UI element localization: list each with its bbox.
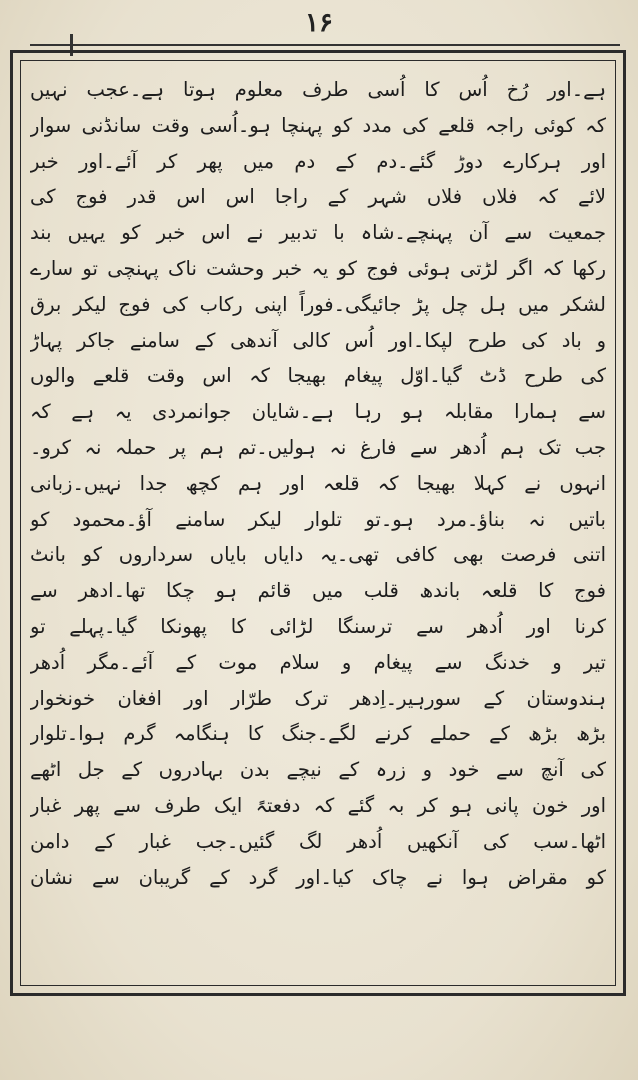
text-line: و باد کی طرح لپکا۔اور اُس کالی آندھی کے سامنے جاکر پہاڑ [30,328,606,352]
text-line: اٹھا۔سب کی آنکھیں اُدھر لگ گئیں۔جب غبار کے دامن [30,829,606,853]
text-line: جمعیت سے آن پہنچے۔شاہ با تدبیر نے اس خبر کو یہیں بند [30,221,606,245]
header-rule [30,44,620,46]
text-line: کو مقراض ہوا نے چاک کیا۔اور گرد کے گریبان سے نشان [30,865,606,889]
text-line: لائے کہ فلاں فلاں شہر کے راجا اس اس قدر فوج کی [30,185,606,209]
text-line: ہے۔اور رُخ اُس کا اُسی طرف معلوم ہوتا ہے۔عجب نہیں [30,78,606,101]
text-line: باتیں نہ بناؤ۔مرد ہو۔تو تلوار لیکر سامنے آؤ۔محمود کو [30,507,606,531]
text-line: اور ہرکارے دوڑ گئے۔دم کے دم میں پھر کر آئے۔اور خبر [30,149,606,173]
text-line: بڑھ بڑھ کے حملے کرنے لگے۔جنگ کا ہنگامہ گرم ہوا۔تلوار [30,722,606,746]
text-line: فوج کا قلعہ باندھ قلب میں قائم ہو چکا تھا۔ادھر سے [30,579,606,603]
text-line: لشکر میں ہل چل پڑ جائیگی۔فوراً اپنی رکاب کی فوج لیکر برق [30,292,606,316]
text-line: اور خون پانی ہو کر بہ گئے کہ دفعتہً ایک طرف سے پھر غبار [30,793,606,817]
text-line: کی آنچ سے خود و زرہ کے نیچے بدن بہادروں کے جل اٹھے [30,758,606,782]
urdu-text-body [30,72,606,980]
text-line: کرنا اور اُدھر سے ترسنگا لڑائی کا پھونکا گیا۔پہلے تو [30,614,606,638]
text-line: سے ہمارا مقابلہ ہو رہا ہے۔شایان جوانمردی یہ ہے کہ [30,400,606,424]
text-line: کہ کوئی راجہ قلعے کی مدد کو پہنچا ہو۔اُسی وقت سانڈنی سوار [30,113,606,137]
text-line: رکھا کہ اگر لڑتی ہوئی فوج کو یہ خبر وحشت ناک پہنچی تو سارے [30,256,606,280]
text-line: تیر و خدنگ سے پیغام و سلام موت کے آئے۔مگر اُدھر [30,650,606,674]
text-line: جب تک ہم اُدھر سے فارغ نہ ہولیں۔تم ہم پر حملہ نہ کرو۔ [30,435,606,459]
text-line: اتنی فرصت بھی کافی تھی۔یہ دایاں بایاں سرداروں کو بانٹ [30,543,606,567]
text-line: انہوں نے کہلا بھیجا کہ قلعہ اور ہم کچھ جدا نہیں۔زبانی [30,471,606,495]
page-number: ۱۶ [305,8,333,38]
text-line: ہندوستان کے سورہیر۔اِدھر ترک طرّار اور افغان خونخوار [30,686,606,710]
text-line: کی طرح ڈٹ گیا۔اوّل پیغام بھیجا کہ اس وقت قلعے والوں [30,364,606,388]
